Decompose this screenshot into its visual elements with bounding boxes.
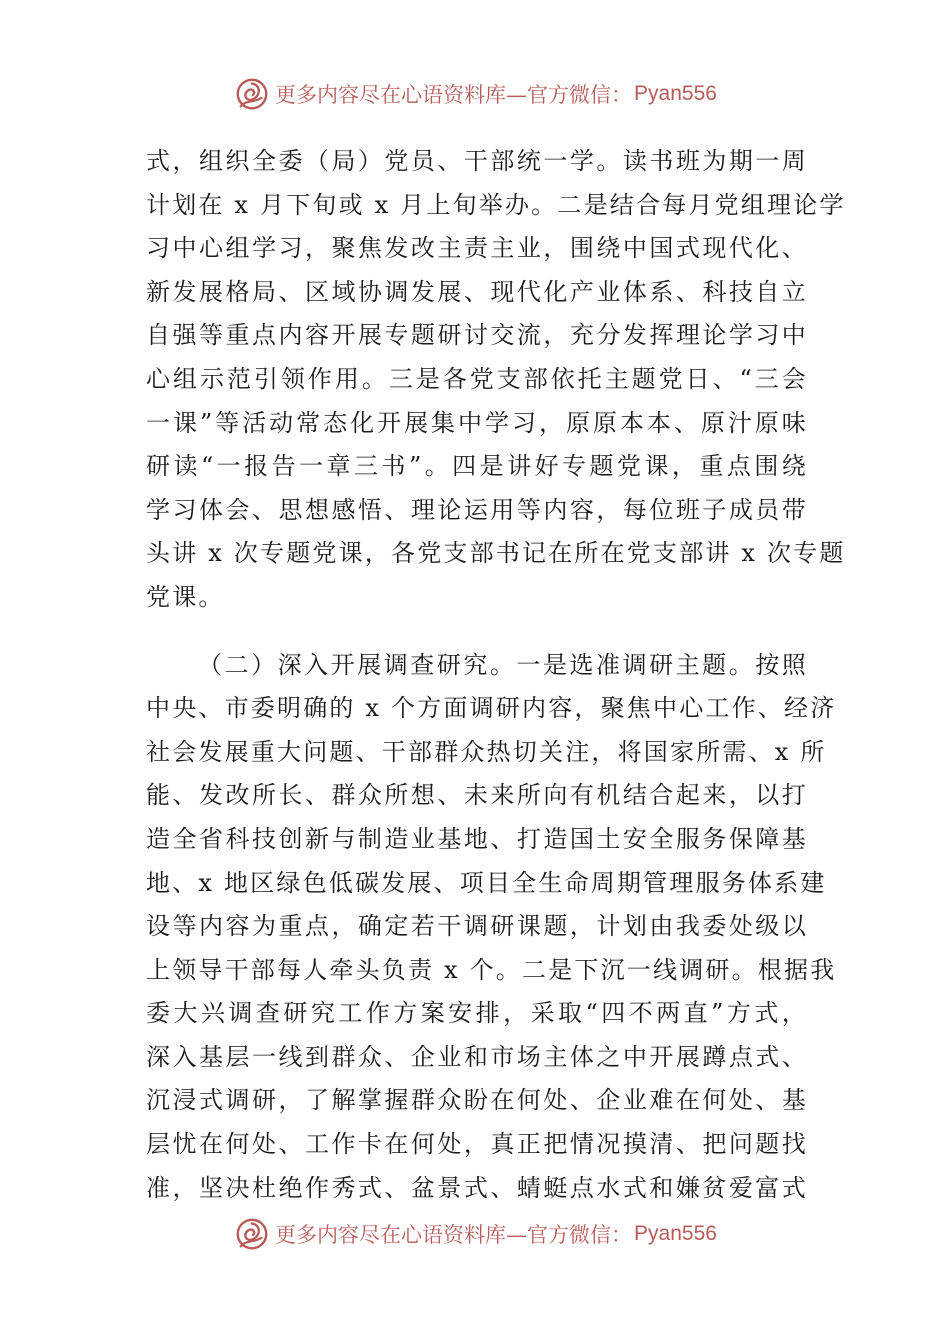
text-line: 式，组织全委（局）党员、干部统一学。读书班为期一周 <box>146 147 808 175</box>
paragraph-2 <box>146 644 837 1211</box>
text-line: 社会发展重大问题、干部群众热切关注，将国家所需、x 所 <box>146 737 827 766</box>
text-line: 研读“一报告一章三书”。四是讲好专题党课，重点围绕 <box>146 452 808 481</box>
text-line: 层忧在何处、工作卡在何处，真正把情况摸清、把问题找 <box>146 1130 808 1159</box>
header-watermark <box>0 74 950 114</box>
paragraph-1 <box>146 140 846 620</box>
text-line: 头讲 x 次专题党课，各党支部书记在所在党支部讲 x 次专题 <box>146 539 846 568</box>
text-line: 学习体会、思想感悟、理论运用等内容，每位班子成员带 <box>146 495 808 524</box>
text-line: 造全省科技创新与制造业基地、打造国土安全服务保障基 <box>146 824 808 853</box>
footer-watermark <box>0 1214 950 1254</box>
text-line: 能、发改所长、群众所想、未来所向有机结合起来，以打 <box>146 781 808 810</box>
text-line: 沉浸式调研，了解掌握群众盼在何处、企业难在何处、基 <box>146 1086 808 1115</box>
text-line: 心组示范引领作用。三是各党支部依托主题党日、“三会 <box>146 364 808 393</box>
text-line: 地、x 地区绿色低碳发展、项目全生命周期管理服务体系建 <box>146 868 827 897</box>
text-line: 准，坚决杜绝作秀式、盆景式、蜻蜓点水式和嫌贫爱富式 <box>146 1173 808 1202</box>
watermark-text: 更多内容尽在心语资料库—官方微信： <box>275 1223 633 1247</box>
text-line: 计划在 x 月下旬或 x 月上旬举办。二是结合每月党组理论学 <box>146 190 846 219</box>
rose-spiral-logo-icon <box>233 1215 271 1253</box>
text-line: 上领导干部每人牵头负责 x 个。二是下沉一线调研。根据我 <box>146 955 837 984</box>
text-line: 委大兴调查研究工作方案安排，采取“四不两直”方式， <box>146 999 808 1028</box>
watermark-wechat-id: Pyan556 <box>634 1222 717 1245</box>
text-line: 设等内容为重点，确定若干调研课题，计划由我委处级以 <box>146 912 808 941</box>
text-line: 中央、市委明确的 x 个方面调研内容，聚焦中心工作、经济 <box>146 694 837 723</box>
watermark-wechat-id: Pyan556 <box>634 82 717 105</box>
text-line: 一课”等活动常态化开展集中学习，原原本本、原汁原味 <box>146 408 808 437</box>
document-body <box>146 140 846 1210</box>
text-line: 新发展格局、区域协调发展、现代化产业体系、科技自立 <box>146 277 808 306</box>
text-line: （二）深入开展调查研究。一是选准调研主题。按照 <box>198 650 808 679</box>
watermark-text: 更多内容尽在心语资料库—官方微信： <box>275 83 633 107</box>
text-line: 党课。 <box>146 582 225 611</box>
rose-spiral-logo-icon <box>233 75 271 113</box>
text-line: 习中心组学习，聚焦发改主责主业，围绕中国式现代化、 <box>146 234 808 263</box>
text-line: 深入基层一线到群众、企业和市场主体之中开展蹲点式、 <box>146 1042 808 1071</box>
text-line: 自强等重点内容开展专题研讨交流，充分发挥理论学习中 <box>146 321 808 350</box>
